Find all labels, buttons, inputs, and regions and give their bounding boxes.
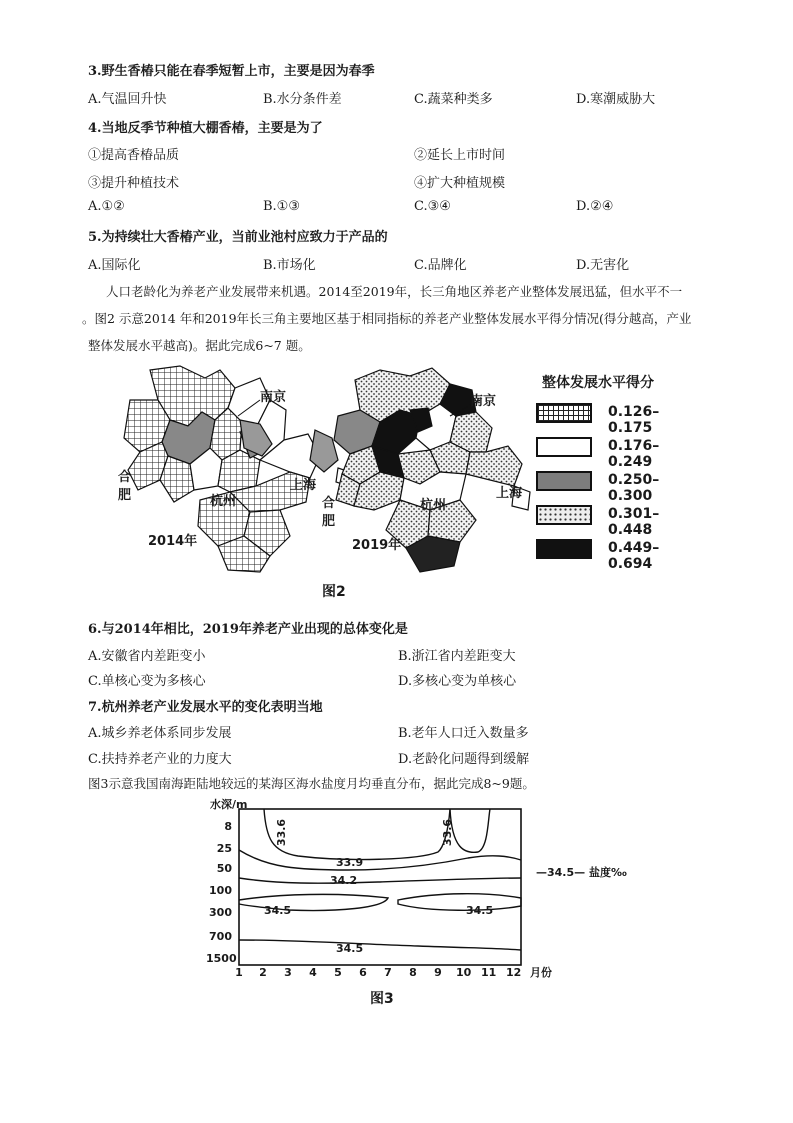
y-tick-50: 50 <box>216 862 232 875</box>
legend-swatch-black <box>536 539 592 559</box>
map2019-label-shanghai: 上海 <box>496 486 523 501</box>
q5-option-a: A.国际化 <box>88 258 141 273</box>
contour-label-34-5-b: 34.5 <box>466 904 494 917</box>
map2014-label-hangzhou: 杭州 <box>210 494 237 509</box>
figure3-legend <box>536 864 627 880</box>
q5-option-d: D.无害化 <box>576 258 630 273</box>
legend-swatch-grid <box>536 403 592 423</box>
x-tick-10: 10 <box>456 966 472 979</box>
legend-label-4: 0.301–0.448 <box>608 506 660 538</box>
contour-label-34-5-deep: 34.5 <box>336 942 364 955</box>
map2019-label-hefei-1: 合 <box>322 496 336 511</box>
q3-stem: 3.野生香椿只能在春季短暂上市，主要是因为春季 <box>88 64 375 79</box>
legend-title: 整体发展水平得分 <box>542 375 654 391</box>
x-tick-12: 12 <box>506 966 522 979</box>
q4-statement-2: ②延长上市时间 <box>414 148 506 163</box>
q4-statement-4: ④扩大种植规模 <box>414 176 506 191</box>
intro67-line1: 人口老龄化为养老产业发展带来机遇。2014至2019年，长三角地区养老产业整体发展迅猛，但水平不一 <box>106 284 683 299</box>
q3-option-a: A.气温回升快 <box>88 92 167 107</box>
q7-stem: 7.杭州养老产业发展水平的变化表明当地 <box>88 700 323 715</box>
map2014-label-year: 2014年 <box>148 534 198 549</box>
q7-option-a: A.城乡养老体系同步发展 <box>88 726 232 741</box>
contour-label-33-9: 33.9 <box>336 856 364 869</box>
q7-option-b: B.老年人口迁入数量多 <box>398 726 529 741</box>
q7-option-c: C.扶持养老产业的力度大 <box>88 752 232 767</box>
legend-label-1: 0.126–0.175 <box>608 404 660 436</box>
x-tick-4: 4 <box>309 966 317 979</box>
q4-option-a: A.①② <box>88 199 125 214</box>
contour-label-33-6-b: 33.6 <box>441 818 455 847</box>
legend-swatch-gray <box>536 471 592 491</box>
q4-option-d: D.②④ <box>576 199 614 214</box>
legend-label-2: 0.176–0.249 <box>608 438 660 470</box>
q6-option-d: D.多核心变为单核心 <box>398 674 517 689</box>
q6-option-c: C.单核心变为多核心 <box>88 674 206 689</box>
figure3-ylabel: 水深/m <box>210 798 248 811</box>
q4-stem: 4.当地反季节种植大棚香椿，主要是为了 <box>88 121 323 136</box>
x-tick-7: 7 <box>384 966 392 979</box>
y-tick-1500: 1500 <box>206 952 237 965</box>
q6-option-a: A.安徽省内差距变小 <box>88 649 206 664</box>
contour-label-34-2: 34.2 <box>330 874 358 887</box>
x-tick-3: 3 <box>284 966 292 979</box>
intro67-line3: 整体发展水平越高)。据此完成6~7 题。 <box>88 338 311 353</box>
legend-value: 34.5 <box>547 866 575 879</box>
q4-option-c: C.③④ <box>414 199 451 214</box>
legend-line-icon: — <box>536 866 547 879</box>
q5-stem: 5.为持续壮大香椿产业，当前业池村应致力于产品的 <box>88 230 388 245</box>
y-tick-25: 25 <box>216 842 232 855</box>
q3-option-d: D.寒潮威胁大 <box>576 92 656 107</box>
x-tick-5: 5 <box>334 966 342 979</box>
intro89: 图3示意我国南海距陆地较远的某海区海水盐度月均垂直分布，据此完成8~9题。 <box>88 776 535 791</box>
contour-label-33-6-a: 33.6 <box>275 818 289 847</box>
x-tick-8: 8 <box>409 966 417 979</box>
map2019-label-nanjing: 南京 <box>470 394 497 409</box>
q6-stem: 6.与2014年相比，2019年养老产业出现的总体变化是 <box>88 622 408 637</box>
legend-swatch-dots <box>536 505 592 525</box>
figure3-xlabel: 月份 <box>530 966 552 979</box>
y-tick-100: 100 <box>209 884 232 897</box>
figure3-caption: 图3 <box>370 991 394 1007</box>
contour-label-34-5-a: 34.5 <box>264 904 292 917</box>
q3-option-c: C.蔬菜种类多 <box>414 92 493 107</box>
legend-label-3: 0.250–0.300 <box>608 472 660 504</box>
x-tick-1: 1 <box>235 966 243 979</box>
q3-option-b: B.水分条件差 <box>263 92 342 107</box>
x-tick-2: 2 <box>259 966 267 979</box>
map2019-label-hangzhou: 杭州 <box>420 498 447 513</box>
x-tick-11: 11 <box>481 966 497 979</box>
map2014-label-nanjing: 南京 <box>260 390 287 405</box>
y-tick-700: 700 <box>209 930 232 943</box>
legend-line-icon-2: — <box>574 866 586 879</box>
map2019-label-hefei-2: 肥 <box>322 514 336 529</box>
x-tick-6: 6 <box>359 966 367 979</box>
q4-statement-1: ①提高香椿品质 <box>88 148 180 163</box>
q6-option-b: B.浙江省内差距变大 <box>398 649 516 664</box>
map2014-label-hefei-1: 合 <box>118 470 132 485</box>
y-tick-300: 300 <box>209 906 232 919</box>
legend-label-5: 0.449–0.694 <box>608 540 660 572</box>
map2014-label-hefei-2: 肥 <box>118 488 132 503</box>
map2019-label-year: 2019年 <box>352 538 402 553</box>
q5-option-c: C.品牌化 <box>414 258 467 273</box>
y-tick-8: 8 <box>224 820 232 833</box>
q7-option-d: D.老龄化问题得到缓解 <box>398 752 530 767</box>
intro67-line2: 。图2 示意2014 年和2019年长三角主要地区基于相同指标的养老产业整体发展水平得分情况(得分越高，产业 <box>82 311 692 326</box>
q4-statement-3: ③提升种植技术 <box>88 176 180 191</box>
x-tick-9: 9 <box>434 966 442 979</box>
figure2-caption: 图2 <box>322 584 346 600</box>
legend-swatch-white <box>536 437 592 457</box>
legend-label: 盐度‰ <box>588 866 627 879</box>
q4-option-b: B.①③ <box>263 199 300 214</box>
map2014-label-shanghai: 上海 <box>290 478 317 493</box>
q5-option-b: B.市场化 <box>263 258 316 273</box>
